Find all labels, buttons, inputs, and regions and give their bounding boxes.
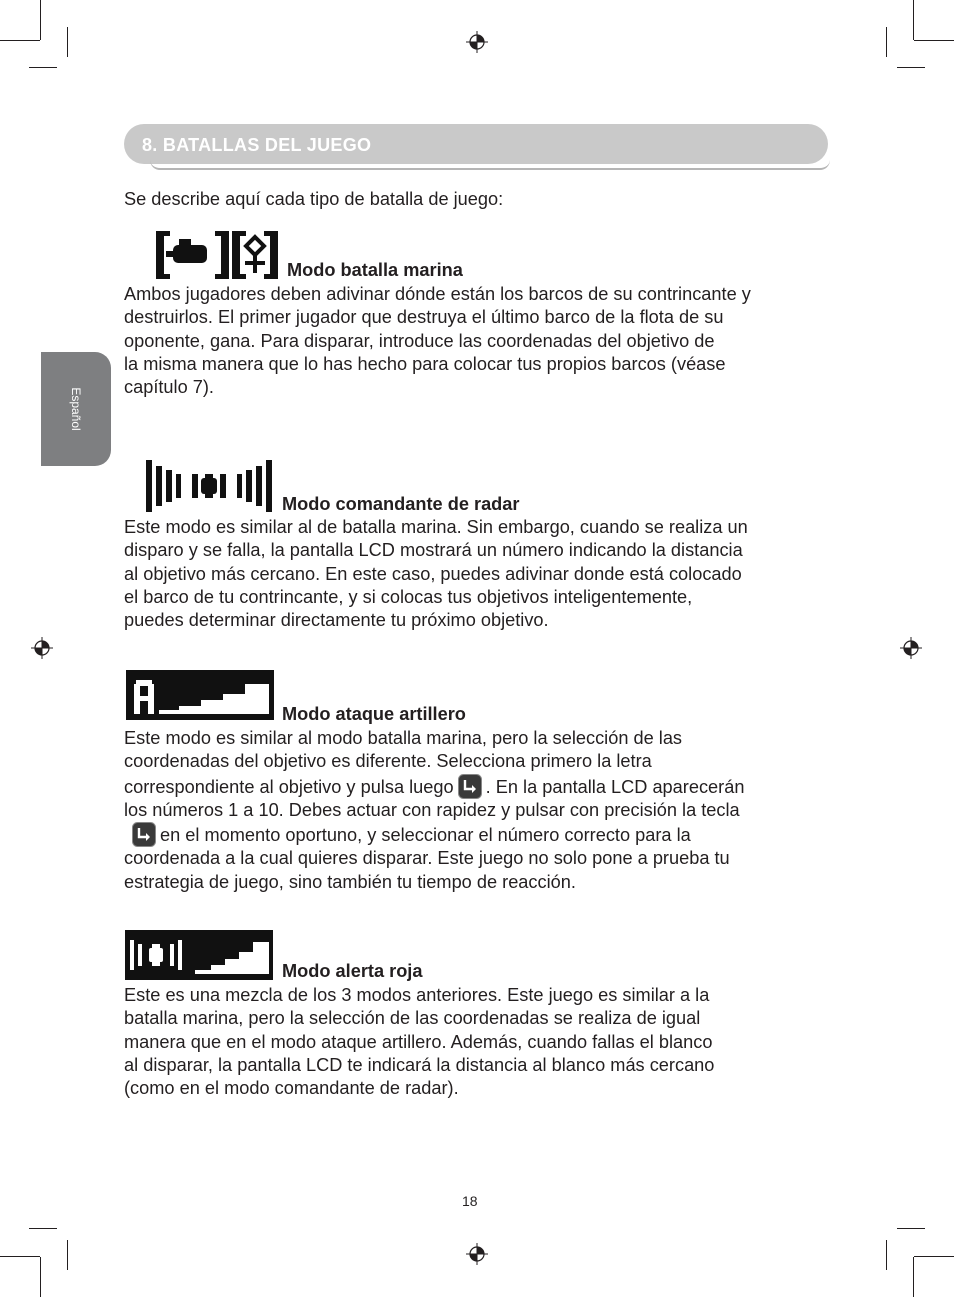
crop-mark	[0, 1256, 40, 1257]
text-line	[124, 774, 836, 799]
text-line: Este modo es similar al modo batalla marina, pero la selección de las	[124, 728, 683, 748]
header-underline	[150, 160, 830, 170]
crop-mark	[29, 1228, 57, 1229]
text-line: los números 1 a 10. Debes actuar con rapidez y pulsar con precisión la tecla	[124, 799, 740, 820]
mode-description	[124, 727, 836, 894]
section-header	[124, 124, 828, 164]
crop-mark	[29, 67, 57, 68]
text-line: Ambos jugadores deben adivinar dónde están los barcos de su contrincante y	[124, 284, 751, 304]
text-line: batalla marina, pero la selección de las coordenadas se realiza de igual	[124, 1008, 701, 1029]
mode-title: Modo ataque artillero	[282, 704, 466, 724]
crop-mark	[886, 1240, 887, 1270]
intro-text: Se describe aquí cada tipo de batalla de juego:	[124, 189, 504, 209]
page-number: 18	[462, 1193, 478, 1209]
crop-mark	[897, 1228, 925, 1229]
registration-mark-icon	[466, 31, 488, 53]
crop-mark	[914, 1256, 954, 1257]
text-line: Este modo es similar al de batalla marina. Sin embargo, cuando se realiza un	[124, 517, 748, 537]
crop-mark	[67, 1240, 68, 1270]
crop-mark	[67, 27, 68, 57]
language-tab-label: Español	[69, 387, 83, 431]
text-line: al objetivo más cercano. En este caso, puedes adivinar donde está colocado	[124, 563, 742, 584]
text-line: al disparar, la pantalla LCD te indicará la distancia al blanco más cercano	[124, 1054, 715, 1075]
crop-mark	[913, 0, 914, 40]
text-line: oponente, gana. Para disparar, introduce las coordenadas del objetivo de	[124, 330, 715, 351]
text-segment: correspondiente al objetivo y pulsa luego	[124, 776, 454, 797]
text-line: la misma manera que lo has hecho para colocar tus propios barcos (véase	[124, 353, 726, 374]
text-line: coordenada a la cual quieres disparar. Este juego no solo pone a prueba tu	[124, 848, 730, 869]
text-line: coordenadas del objetivo es diferente. Selecciona primero la letra	[124, 751, 652, 772]
language-tab	[41, 352, 111, 466]
artillery-lcd-icon	[126, 670, 274, 720]
text-line: manera que en el modo ataque artillero. Además, cuando fallas el blanco	[124, 1031, 713, 1052]
text-line: disparo y se falla, la pantalla LCD mostrará un número indicando la distancia	[124, 540, 743, 561]
text-line: (como en el modo comandante de radar).	[124, 1078, 459, 1099]
mode-title: Modo batalla marina	[287, 260, 463, 280]
mode-title: Modo alerta roja	[282, 961, 423, 981]
crop-mark	[0, 40, 40, 41]
crop-mark	[914, 40, 954, 41]
crop-mark	[897, 67, 925, 68]
enter-key-icon	[132, 822, 156, 847]
registration-mark-icon	[31, 637, 53, 659]
mode-description	[124, 984, 836, 1100]
section-title: 8. BATALLAS DEL JUEGO	[142, 135, 372, 155]
text-segment: en el momento oportuno, y seleccionar el número correcto para la	[160, 825, 691, 846]
text-line: Este es una mezcla de los 3 modos anteriores. Este juego es similar a la	[124, 985, 710, 1005]
crop-mark	[40, 1257, 41, 1297]
text-line: estrategia de juego, sino también tu tiempo de reacción.	[124, 871, 576, 892]
crop-mark	[886, 27, 887, 57]
crop-mark	[913, 1257, 914, 1297]
text-line	[124, 822, 836, 847]
mode-description	[124, 283, 836, 399]
mode-title: Modo comandante de radar	[282, 494, 520, 514]
registration-mark-icon	[466, 1243, 488, 1265]
text-line: capítulo 7).	[124, 377, 214, 398]
text-line: puedes determinar directamente tu próximo objetivo.	[124, 610, 549, 631]
registration-mark-icon	[900, 637, 922, 659]
mode-description	[124, 516, 836, 632]
radar-lcd-icon	[146, 460, 272, 512]
crop-mark	[40, 0, 41, 40]
text-line: el barco de tu contrincante, y si colocas tus objetivos inteligentemente,	[124, 586, 693, 607]
text-segment: . En la pantalla LCD aparecerán	[485, 776, 745, 797]
red-alert-lcd-icon	[125, 930, 273, 980]
text-line: destruirlos. El primer jugador que destruya el último barco de la flota de su	[124, 307, 724, 328]
enter-key-icon	[458, 774, 482, 799]
battleship-lcd-icon	[156, 231, 278, 279]
